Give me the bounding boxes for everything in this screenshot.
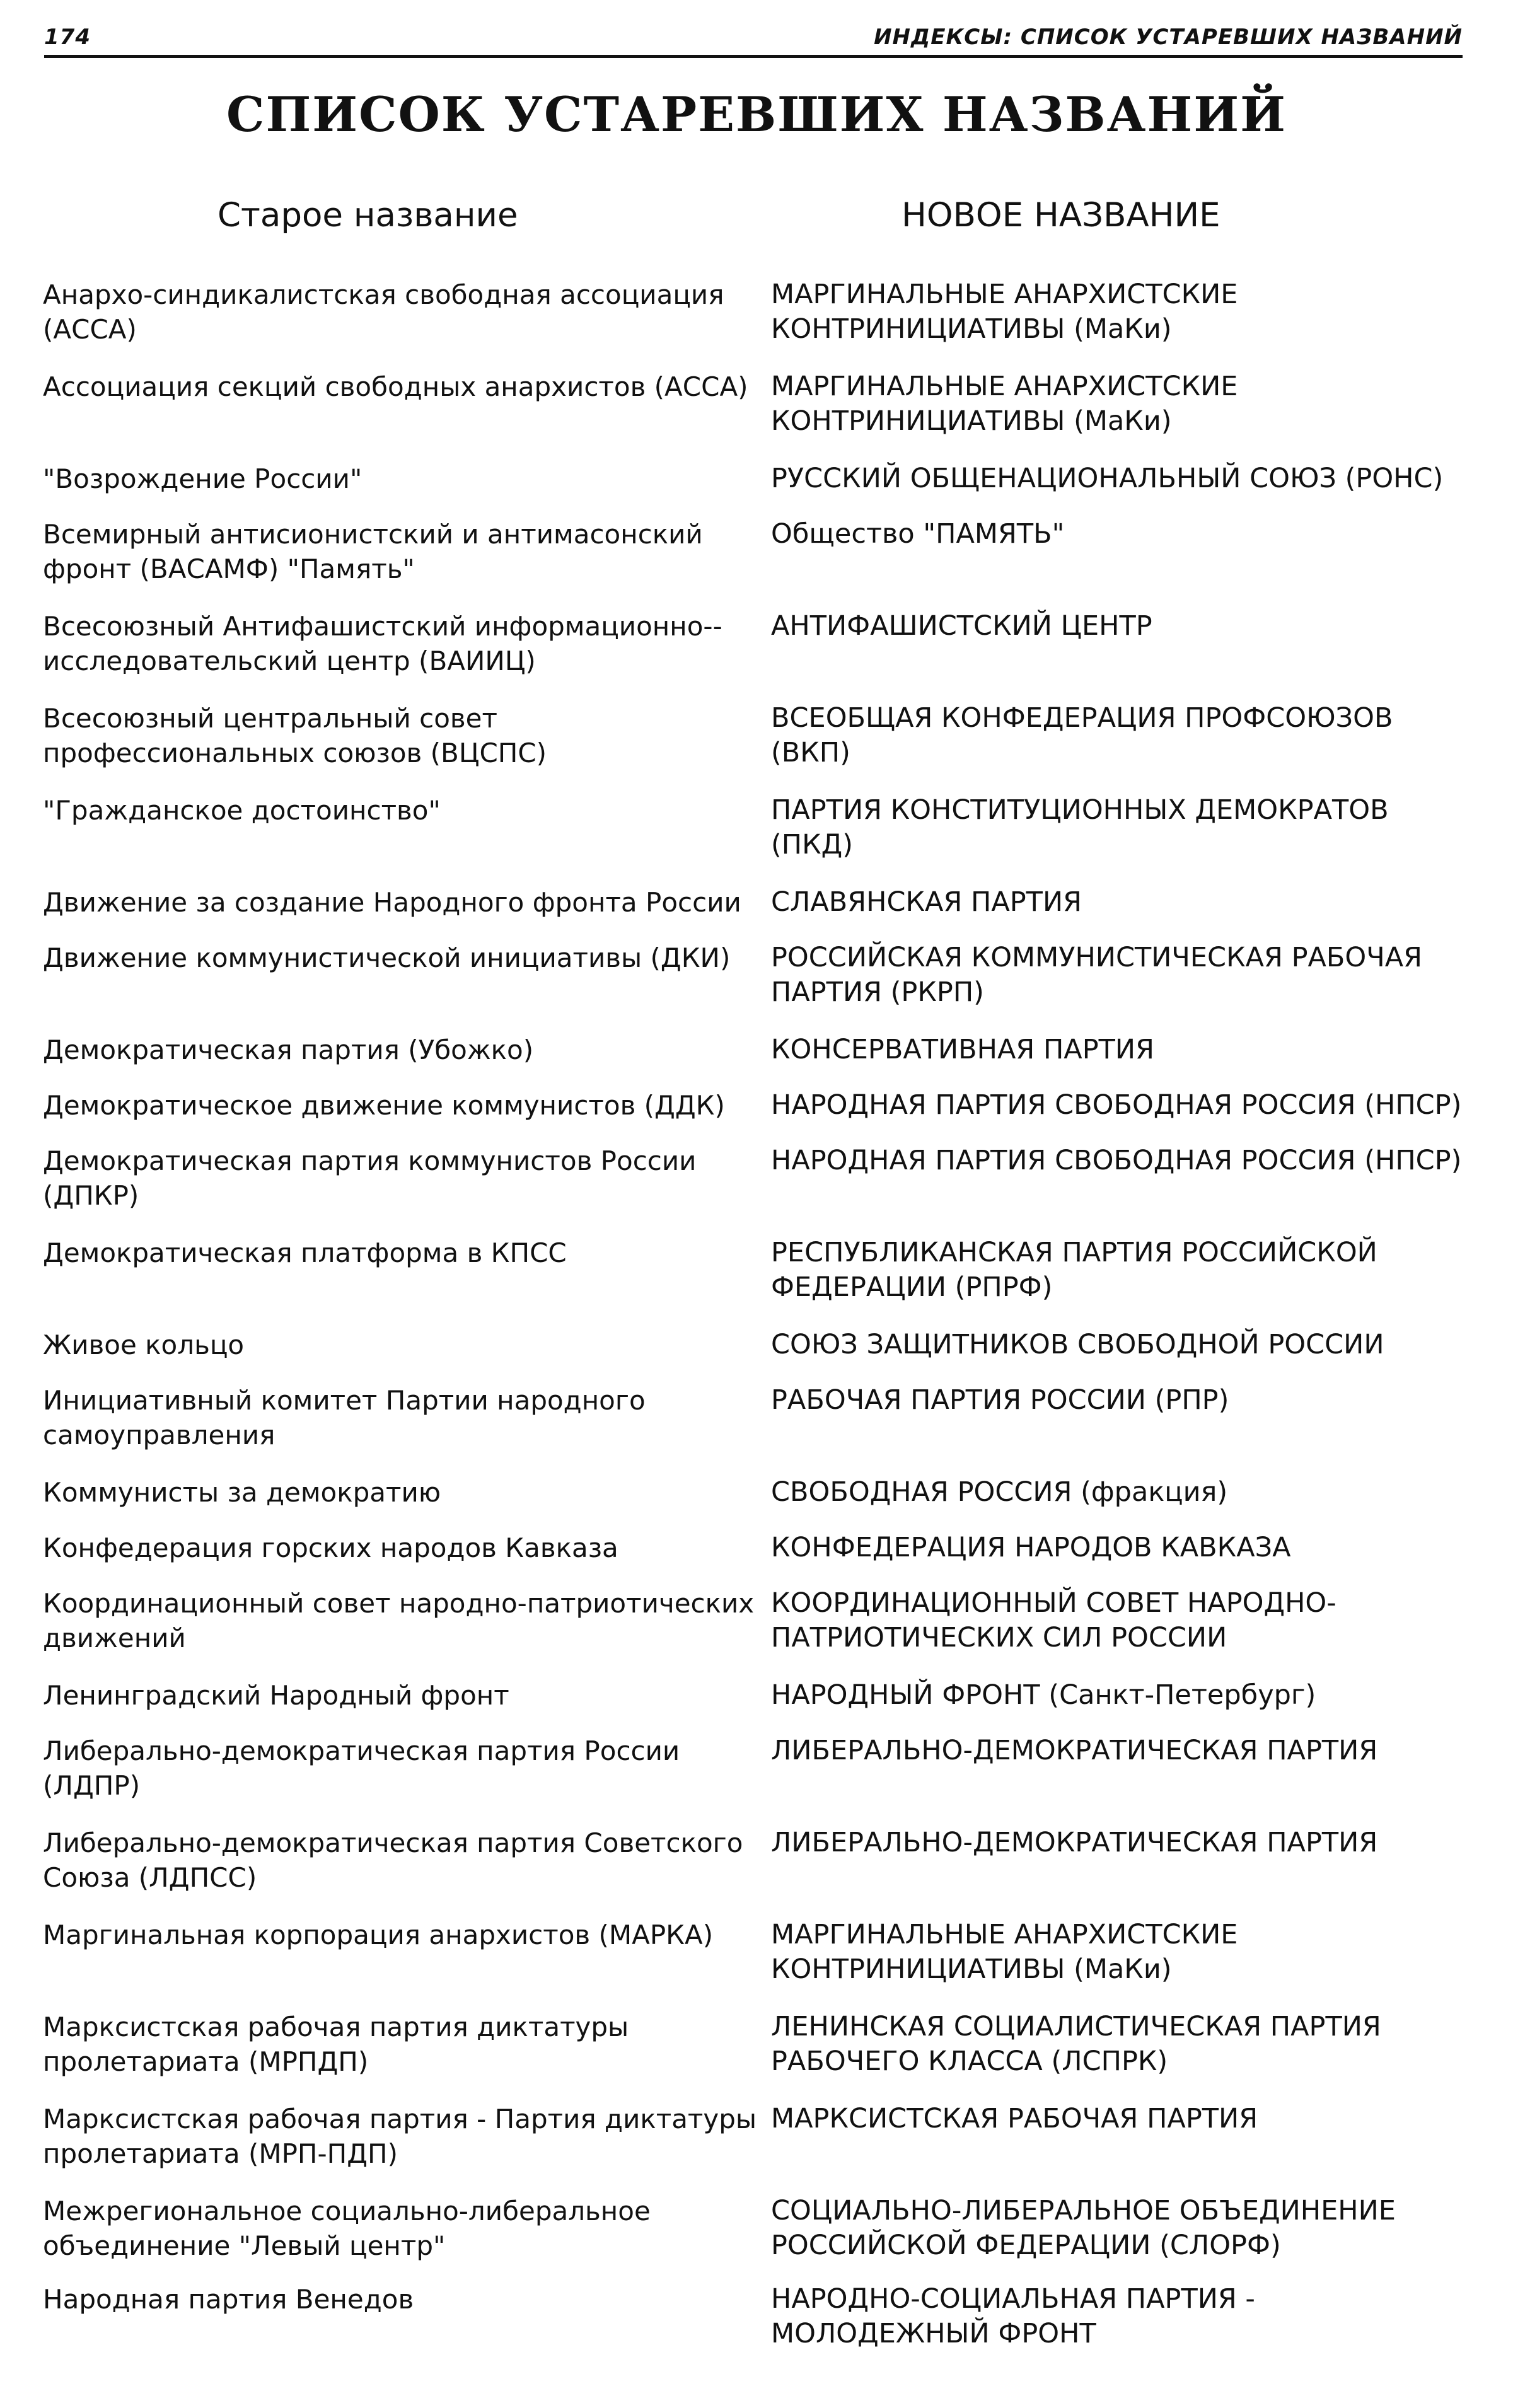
new-name: АНТИФАШИСТСКИЙ ЦЕНТР — [771, 610, 1152, 642]
new-name: РЕСПУБЛИКАНСКАЯ ПАРТИЯ РОССИЙСКОЙ ФЕДЕРАЦИИ (РПРФ) — [771, 1237, 1377, 1303]
new-name: СЛАВЯНСКАЯ ПАРТИЯ — [771, 886, 1082, 918]
page-title: СПИСОК УСТАРЕВШИХ НАЗВАНИЙ — [226, 86, 1287, 142]
entry-row — [43, 2010, 1474, 2102]
entry-row — [43, 1383, 1474, 1475]
entry-row — [43, 1088, 1474, 1143]
old-name: Конфедерация горских народов Кавказа — [43, 1532, 618, 1563]
old-name: Марксистская рабочая партия - Партия диктатуры пролетариата (МРП-ПДП) — [43, 2104, 757, 2169]
old-name: Координационный совет народно-патриотических движений — [43, 1588, 755, 1653]
new-name: РОССИЙСКАЯ КОММУНИСТИЧЕСКАЯ РАБОЧАЯ ПАРТИЯ (РКРП) — [771, 942, 1423, 1008]
new-name: СВОБОДНАЯ РОССИЯ (фракция) — [771, 1476, 1228, 1508]
old-name: Анархо-синдикалистская свободная ассоциация (АССА) — [43, 279, 724, 345]
new-name: РАБОЧАЯ ПАРТИЯ РОССИИ (РПР) — [771, 1384, 1229, 1416]
old-name: "Гражданское достоинство" — [43, 795, 441, 826]
new-name: ПАРТИЯ КОНСТИТУЦИОННЫХ ДЕМОКРАТОВ (ПКД) — [771, 794, 1389, 860]
new-name: МАРГИНАЛЬНЫЕ АНАРХИСТСКИЕ КОНТРИНИЦИАТИВЫ (МаКи) — [771, 371, 1238, 437]
entry-row — [43, 1678, 1474, 1734]
entry-row — [43, 1586, 1474, 1678]
entry-row — [43, 1143, 1474, 1236]
new-name: СОЦИАЛЬНО-ЛИБЕРАЛЬНОЕ ОБЪЕДИНЕНИЕ РОССИЙСКОЙ ФЕДЕРАЦИИ (СЛОРФ) — [771, 2195, 1396, 2261]
entry-row — [43, 517, 1474, 609]
running-header — [44, 18, 1463, 58]
new-name: МАРГИНАЛЬНЫЕ АНАРХИСТСКИЕ КОНТРИНИЦИАТИВЫ (МаКи) — [771, 279, 1238, 345]
entry-row — [43, 609, 1474, 701]
new-name: НАРОДНЫЙ ФРОНТ (Санкт-Петербург) — [771, 1679, 1316, 1711]
old-name: Демократическая партия (Убожко) — [43, 1034, 534, 1065]
old-name: Всемирный антисионистский и антимасонский фронт (ВАСАМФ) "Память" — [43, 519, 703, 584]
old-name: Движение коммунистической инициативы (ДКИ) — [43, 942, 731, 973]
old-name: Маргинальная корпорация анархистов (МАРКА) — [43, 1919, 714, 1950]
old-name: Всесоюзный Антифашистский информационно--исследовательский центр (ВАИИЦ) — [43, 611, 722, 676]
entry-row — [43, 941, 1474, 1033]
old-name: Живое кольцо — [43, 1329, 245, 1360]
new-name: НАРОДНАЯ ПАРТИЯ СВОБОДНАЯ РОССИЯ (НПСР) — [771, 1145, 1462, 1176]
old-name: Марксистская рабочая партия диктатуры пролетариата (МРПДП) — [43, 2011, 629, 2077]
old-name: Коммунисты за демократию — [43, 1477, 441, 1508]
entry-row — [43, 1531, 1474, 1586]
entry-row — [43, 461, 1474, 517]
new-name: КОНФЕДЕРАЦИЯ НАРОДОВ КАВКАЗА — [771, 1532, 1291, 1563]
entry-row — [43, 1236, 1474, 1328]
entry-row — [43, 1328, 1474, 1383]
entry-row — [43, 1826, 1474, 1918]
column-heading-old-name: Старое название — [217, 196, 518, 234]
old-name: Всесоюзный центральный совет профессиональных союзов (ВЦСПС) — [43, 703, 547, 768]
running-title: ИНДЕКСЫ: СПИСОК УСТАРЕВШИХ НАЗВАНИЙ — [874, 25, 1463, 50]
new-name: ЛИБЕРАЛЬНО-ДЕМОКРАТИЧЕСКАЯ ПАРТИЯ — [771, 1735, 1378, 1766]
entry-row — [43, 369, 1474, 461]
column-heading-new-name: НОВОЕ НАЗВАНИЕ — [901, 196, 1220, 234]
new-name: ЛЕНИНСКАЯ СОЦИАЛИСТИЧЕСКАЯ ПАРТИЯ РАБОЧЕГО КЛАССА (ЛСПРК) — [771, 2011, 1381, 2077]
old-name: Межрегиональное социально-либеральное объединение "Левый центр" — [43, 2196, 651, 2261]
new-name: НАРОДНАЯ ПАРТИЯ СВОБОДНАЯ РОССИЯ (НПСР) — [771, 1089, 1462, 1121]
entries-list — [43, 277, 1474, 2355]
old-name: Демократическая платформа в КПСС — [43, 1237, 567, 1268]
new-name: Общество "ПАМЯТЬ" — [771, 518, 1065, 550]
page-number: 174 — [44, 25, 91, 50]
old-name: Ассоциация секций свободных анархистов (АССА) — [43, 371, 748, 402]
old-name: Ленинградский Народный фронт — [43, 1680, 509, 1711]
entry-row — [43, 2282, 1474, 2355]
entry-row — [43, 1918, 1474, 2010]
new-name: ВСЕОБЩАЯ КОНФЕДЕРАЦИЯ ПРОФСОЮЗОВ (ВКП) — [771, 702, 1393, 768]
old-name: Движение за создание Народного фронта России — [43, 887, 741, 918]
entry-row — [43, 793, 1474, 885]
old-name: Либерально-демократическая партия Советского Союза (ЛДПСС) — [43, 1827, 743, 1893]
old-name: "Возрождение России" — [43, 463, 362, 494]
entry-row — [43, 1033, 1474, 1088]
new-name: МАРГИНАЛЬНЫЕ АНАРХИСТСКИЕ КОНТРИНИЦИАТИВЫ (МаКи) — [771, 1919, 1238, 1985]
new-name: РУССКИЙ ОБЩЕНАЦИОНАЛЬНЫЙ СОЮЗ (РОНС) — [771, 463, 1444, 494]
entry-row — [43, 2194, 1474, 2282]
new-name: КООРДИНАЦИОННЫЙ СОВЕТ НАРОДНО-ПАТРИОТИЧЕСКИХ СИЛ РОССИИ — [771, 1587, 1336, 1653]
old-name: Народная партия Венедов — [43, 2284, 414, 2315]
new-name: СОЮЗ ЗАЩИТНИКОВ СВОБОДНОЙ РОССИИ — [771, 1329, 1384, 1360]
entry-row — [43, 885, 1474, 941]
old-name: Инициативный комитет Партии народного самоуправления — [43, 1385, 646, 1450]
old-name: Либерально-демократическая партия России (ЛДПР) — [43, 1735, 680, 1801]
new-name: МАРКСИСТСКАЯ РАБОЧАЯ ПАРТИЯ — [771, 2103, 1258, 2134]
entry-row — [43, 2102, 1474, 2194]
entry-row — [43, 1734, 1474, 1826]
old-name: Демократическое движение коммунистов (ДДК) — [43, 1090, 725, 1121]
new-name: КОНСЕРВАТИВНАЯ ПАРТИЯ — [771, 1034, 1154, 1065]
new-name: ЛИБЕРАЛЬНО-ДЕМОКРАТИЧЕСКАЯ ПАРТИЯ — [771, 1827, 1378, 1858]
entry-row — [43, 1475, 1474, 1531]
entry-row — [43, 277, 1474, 369]
new-name: НАРОДНО-СОЦИАЛЬНАЯ ПАРТИЯ - МОЛОДЕЖНЫЙ ФРОНТ — [771, 2283, 1255, 2349]
old-name: Демократическая партия коммунистов России (ДПКР) — [43, 1145, 697, 1211]
entry-row — [43, 701, 1474, 793]
